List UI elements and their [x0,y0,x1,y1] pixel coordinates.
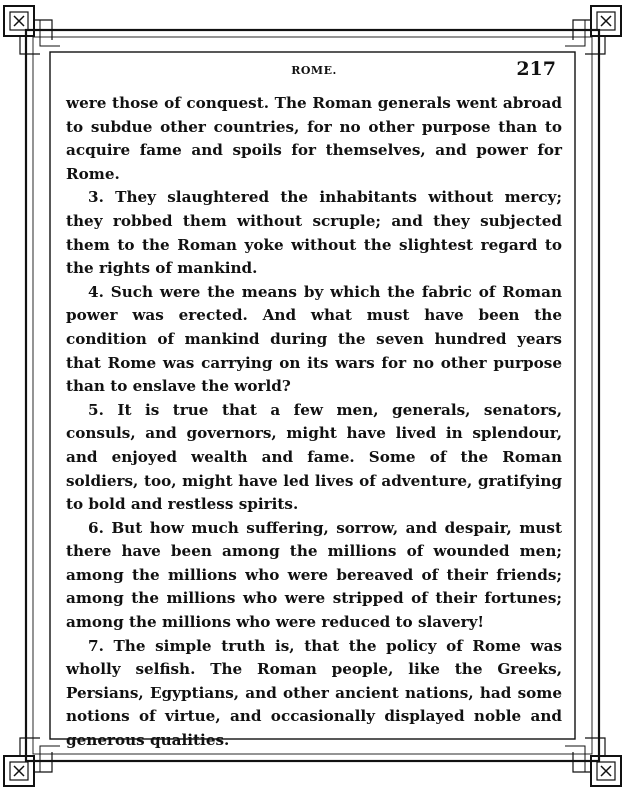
paragraph-6: 6. But how much suffering, sorrow, and despair, must there have been among the millions of wounded men; among the millions who were bereaved of their friends; among the millions who were stripped of their fortunes; among the millions who were reduced to slavery! [66,518,562,632]
running-head: ROME. [291,64,337,77]
paragraph-7: 7. The simple truth is, that the policy of Rome was wholly selfish. The Roman people, like the Greeks, Persians, Egyptians, and other ancient nations, had some notions of virtue, and occasionally displayed noble and generous qualities. [66,636,562,750]
paragraph-3: 3. They slaughtered the inhabitants without mercy; they robbed them without scruple; and they subjected them to the Roman yoke without the slightest regard to the rights of mankind. [66,188,562,278]
paragraph-continued: were those of conquest. The Roman generals went abroad to subdue other countries, for no other purpose than to acquire fame and spoils for themselves, and power for Rome. [66,94,562,183]
page-number: 217 [516,58,556,80]
paragraph-5: 5. It is true that a few men, generals, senators, consuls, and governors, might have lived in splendour, and enjoyed wealth and fame. Some of the Roman soldiers, too, might have led lives of adventure, gratifying to bold and restless spirits. [66,400,562,514]
page-header [66,58,562,82]
body-text [66,92,562,753]
paragraph-4: 4. Such were the means by which the fabric of Roman power was erected. And what must have been the condition of mankind during the seven hundred years that Rome was carrying on its wars for no other purpose than to enslave the world? [66,282,562,396]
